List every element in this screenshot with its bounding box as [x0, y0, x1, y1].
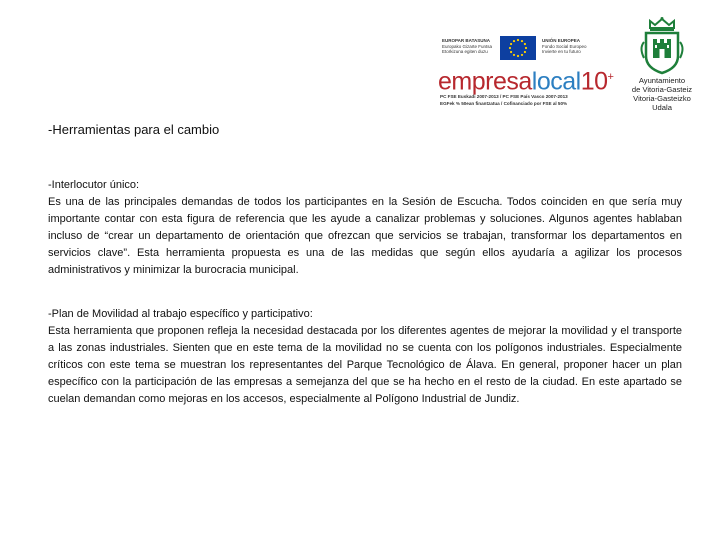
fse-line-1: PC FSE Euskadi 2007-2013 / PC FSE País Vasco 2007-2013 — [440, 94, 568, 99]
brand-main: empresa — [438, 67, 532, 96]
brand-accent: local — [531, 67, 581, 96]
ayto-line-1: Ayuntamiento — [638, 76, 686, 85]
eu-star — [510, 51, 512, 53]
eu-star — [525, 47, 527, 49]
coat-of-arms-icon — [622, 16, 702, 76]
eu-left-line-1: EUROPAR BATASUNA — [442, 38, 490, 43]
eu-right-line-2: Fondo Social Europeo — [542, 43, 587, 49]
eu-star — [509, 47, 511, 49]
section-title: -Plan de Movilidad al trabajo específico y participativo: — [48, 308, 313, 320]
eu-left-line-2: Europako Gizarte Funtsa — [442, 43, 493, 49]
eu-right-line-1: UNIÓN EUROPEA — [542, 38, 581, 43]
eu-left-caption — [442, 38, 502, 55]
eu-flag-icon — [500, 36, 536, 60]
empresalocal-wordmark: empresalocal10+ — [438, 67, 614, 96]
eu-star — [524, 43, 526, 45]
eu-star — [517, 39, 519, 41]
page-heading: -Herramientas para el cambio — [48, 122, 220, 137]
ayto-line-2: de Vitoria-Gasteiz — [631, 85, 693, 94]
eu-star — [521, 40, 523, 42]
ayuntamiento-caption — [622, 76, 702, 112]
eu-right-caption — [542, 38, 608, 55]
fse-line-2: EGFek % 50ean finantzatua / Cofinanciado por FSE al 50% — [440, 101, 568, 106]
empresalocal-logo — [438, 36, 614, 114]
eu-star — [513, 54, 515, 56]
ayuntamiento-logo — [622, 16, 702, 116]
eu-header — [438, 36, 608, 62]
eu-left-line-3: Etorkizuna egiten duzu — [442, 49, 488, 54]
section-interlocutor — [48, 177, 682, 279]
eu-star — [524, 51, 526, 53]
eu-star — [517, 55, 519, 57]
eu-star — [510, 43, 512, 45]
ayto-line-4: Udala — [652, 103, 672, 112]
section-plan-movilidad — [48, 306, 682, 408]
brand-number: 10 — [580, 67, 608, 96]
section-title: -Interlocutor único: — [48, 179, 140, 191]
eu-right-line-3: Invierte en tu futuro — [542, 49, 581, 54]
ayto-line-3: Vitoria-Gasteizko — [633, 94, 691, 103]
eu-star — [513, 40, 515, 42]
eu-star — [521, 54, 523, 56]
section-body: Esta herramienta que proponen refleja la necesidad destacada por los diferentes agentes de mejorar la movilidad y el transporte a las zonas industriales. Sienten que en este tema de la movilidad no se cuenta con los polígonos industriales. Especialmente críticos con este tema se muestran los representantes del Parque Tecnológico de Álava. En general, proponer hacer un plan específico con la participación de las empresas a semejanza del que se ha hecho en el resto de la ciudad. En este apartado se cuelan demandan como mejoras en los accesos, especialmente al Polígono Industrial de Jundiz. — [48, 325, 682, 405]
section-body: Es una de las principales demandas de todos los participantes en la Sesión de Escucha. Todos coinciden en que sería muy importante contar con esta figura de referencia que les ayude a canalizar problemas y soluciones. Algunos agentes hablaban incluso de “crear un departamento de orientación que ofrezcan que servicios se trabajan, transformar los departamentos en servicios clave”. Esta herramienta propuesta es una de las medidas que según ellos ayudaría a agilizar los procesos administrativos y minimizar la burocracia municipal. — [48, 196, 682, 276]
